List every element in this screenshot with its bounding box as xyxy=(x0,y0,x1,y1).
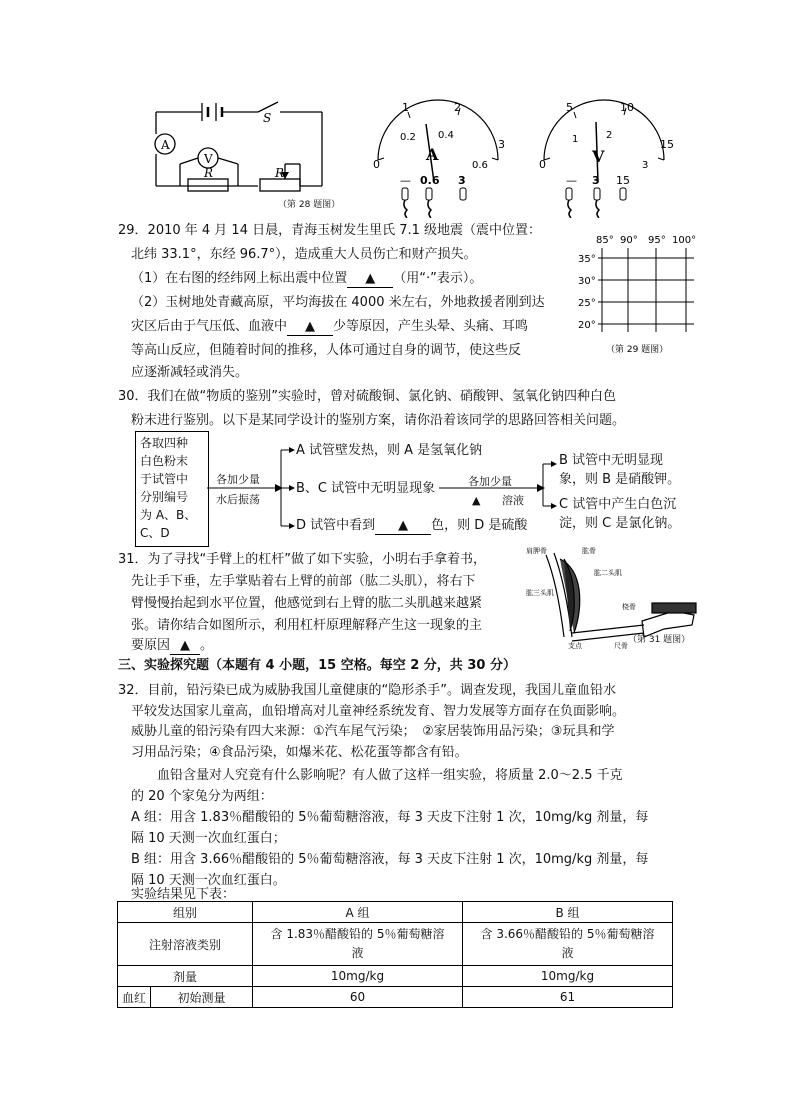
q32-line-10: 隔 10 天测一次血红蛋白。 xyxy=(131,873,286,888)
table-row xyxy=(118,966,673,987)
q32-line-2: 平较发达国家儿童高，血铅增高对儿童神经系统发育、智力发展等方面存在负面影响。 xyxy=(131,704,626,719)
row-solution-b xyxy=(463,923,673,966)
lon-label-90: 90° xyxy=(620,235,638,246)
q30-result-c-2: 淀，则 C 是氯化钠。 xyxy=(559,516,681,531)
ammeter-scale-2: 2 xyxy=(454,101,461,114)
q30-arrow2-bottom-row xyxy=(472,493,524,509)
q31-line-1: 31．为了寻找“手臂上的杠杆”做了如下实验，小明右手拿着书， xyxy=(118,552,487,567)
switch-label: S xyxy=(263,111,272,125)
header-a: A 组 xyxy=(253,902,463,923)
q32-line-5: 血铅含量对人究竟有什么影响呢？有人做了这样一组实验，将质量 2.0～2.5 千克 xyxy=(131,768,623,783)
voltmeter-terminal-15: 15 xyxy=(616,174,630,187)
lat-label-30: 30° xyxy=(578,276,596,287)
voltmeter-dial xyxy=(526,98,676,218)
voltmeter-label: V xyxy=(204,152,213,166)
ammeter-scale-0.2: 0.2 xyxy=(400,132,416,143)
header-group: 组别 xyxy=(118,902,253,923)
q30-arrow2-bottom: 溶液 xyxy=(501,494,524,507)
section-3-heading: 三、实验探究题（本题有 4 小题，15 空格。每空 2 分，共 30 分） xyxy=(118,658,516,673)
q32-line-7: A 组：用含 1.83％醋酸铅的 5％葡萄糖溶液，每 3 天皮下注射 1 次，10mg/kg 剂量，每 xyxy=(131,810,649,825)
q30-arrow1-top: 各加少量 xyxy=(216,473,260,486)
fig31-caption: （第 31 题图） xyxy=(628,635,691,645)
row-initial-b: 61 xyxy=(463,987,673,1008)
ammeter-terminal-neg: — xyxy=(400,174,411,187)
q30-blank-color[interactable] xyxy=(375,518,431,535)
row-initial-a: 60 xyxy=(253,987,463,1008)
row-solution-label: 注射溶液类别 xyxy=(118,923,253,966)
q29-line-2: 北纬 33.1°，东经 96.7°），造成重大人员伤亡和财产损失。 xyxy=(131,247,477,262)
fig28-caption: （第 28 题图） xyxy=(278,200,341,210)
q30-start-box xyxy=(135,431,209,547)
lat-lon-grid xyxy=(574,228,704,358)
q32-line-4: 习用品污染；④食品污染，如爆米花、松花蛋等都含有铅。 xyxy=(131,745,468,760)
ammeter-scale-1: 1 xyxy=(402,101,409,114)
resistor-label: R xyxy=(204,166,214,180)
lat-label-35: 35° xyxy=(578,254,596,265)
q31-tail-text: 要原因 xyxy=(131,638,171,653)
q29-line-5 xyxy=(131,319,528,336)
table-row xyxy=(118,923,673,966)
q29-sub2-text: 灾区后由于气压低、血液中 xyxy=(131,319,288,334)
row-solution-a xyxy=(253,923,463,966)
q32-line-3: 威胁儿童的铅污染有四大来源：①汽车尾气污染； ②家居装饰用品污染；③玩具和学 xyxy=(131,724,615,739)
lon-label-95: 95° xyxy=(648,235,666,246)
voltmeter-terminal-3: 3 xyxy=(592,174,600,187)
q30-line-1: 30．我们在做“物质的鉴别”实验时，曾对硫酸铜、氯化钠、硝酸钾、氢氧化钠四种白色 xyxy=(118,389,617,404)
box-line: C、D xyxy=(140,526,170,540)
circuit-diagram xyxy=(150,92,330,200)
box-line: 为 A、B、 xyxy=(140,508,197,522)
q31-line-2: 先让手下垂，左手掌贴着右上臂的前部（肱二头肌），将右下 xyxy=(131,574,476,589)
q29-line-7: 应逐渐减轻或消失。 xyxy=(131,365,249,380)
q32-line-6: 的 20 个家兔分为两组： xyxy=(131,789,273,804)
cell-line: 含 3.66％醋酸铅的 5％葡萄糖溶 xyxy=(480,927,655,941)
ammeter-scale-3: 3 xyxy=(498,138,505,151)
results-table xyxy=(117,901,673,1008)
table-row xyxy=(118,987,673,1008)
q31-line-3: 臂慢慢抬起到水平位置，他感觉到右上臂的肱二头肌越来越紧 xyxy=(131,596,483,611)
label-triceps: 肱三头肌 xyxy=(526,589,554,597)
q29-blank-1[interactable] xyxy=(347,271,393,288)
q29-line-3 xyxy=(131,271,482,288)
cell-line: 含 1.83％醋酸铅的 5％葡萄糖溶 xyxy=(270,927,445,941)
voltmeter-scale-3: 3 xyxy=(642,160,649,171)
ammeter-dial xyxy=(360,98,510,218)
q30-branch-bc: B、C 试管中无明显现象 xyxy=(296,481,436,496)
voltmeter-scale-10: 10 xyxy=(620,101,634,114)
box-line: 分别编号 xyxy=(140,490,189,504)
voltmeter-scale-1: 1 xyxy=(572,134,579,145)
voltmeter-scale-2: 2 xyxy=(606,130,613,141)
q32-line-1: 32．目前，铅污染已成为威胁我国儿童健康的“隐形杀手”。调查发现，我国儿童血铅水 xyxy=(118,683,617,698)
q30-d-post: 色，则 D 是硫酸 xyxy=(431,518,528,533)
q30-line-2: 粉末进行鉴别。以下是某同学设计的鉴别方案，请你沿着该同学的思路回答相关问题。 xyxy=(131,413,626,428)
q29-line-1: 29．2010 年 4 月 14 日晨，青海玉树发生里氏 7.1 级地震（震中位置： xyxy=(118,223,542,238)
ammeter-symbol: A xyxy=(426,145,439,164)
q31-line-5 xyxy=(131,638,213,655)
q29-line-6: 等高山反应，但随着时间的推移，人体可通过自身的调节，使这些反 xyxy=(131,343,522,358)
label-radius: 桡骨 xyxy=(622,603,636,611)
label-scapula: 肩胛骨 xyxy=(526,547,547,555)
q29-blank-2[interactable] xyxy=(287,319,333,336)
lat-label-25: 25° xyxy=(578,298,596,309)
q30-blank-reagent[interactable]: ▲ xyxy=(472,494,481,507)
ammeter-terminal-3: 3 xyxy=(458,174,466,187)
label-fulcrum: 支点 xyxy=(568,642,582,650)
lon-label-85: 85° xyxy=(596,235,614,246)
q29-sub1-text: （1）在右图的经纬网上标出震中位置 xyxy=(131,271,348,286)
q30-result-b-2: 象，则 B 是硝酸钾。 xyxy=(559,472,681,487)
q31-blank[interactable] xyxy=(170,638,200,655)
lon-label-100: 100° xyxy=(672,235,697,246)
voltmeter-terminal-neg: — xyxy=(566,174,577,187)
row-initial-group: 血红 xyxy=(118,987,151,1008)
q32-line-11: 实验结果见下表： xyxy=(131,887,236,902)
box-line: 各取四种 xyxy=(140,436,189,450)
cell-line: 液 xyxy=(351,946,364,960)
q30-arrow2-top: 各加少量 xyxy=(468,475,512,488)
q29-sub2-tail: 少等原因，产生头晕、头痛、耳鸣 xyxy=(333,319,529,334)
q31-end: 。 xyxy=(200,638,214,653)
blank-marker: ▲ xyxy=(365,271,376,286)
ammeter-scale-0.6: 0.6 xyxy=(472,160,488,171)
q30-d-pre: D 试管中看到 xyxy=(296,518,376,533)
ammeter-scale-0.4: 0.4 xyxy=(438,130,454,141)
row-dose-label: 剂量 xyxy=(118,966,253,987)
q32-line-9: B 组：用含 3.66％醋酸铅的 5％葡萄糖溶液，每 3 天皮下注射 1 次，10mg/kg 剂量，每 xyxy=(131,852,649,867)
voltmeter-scale-5: 5 xyxy=(566,101,573,114)
rheostat-label: R xyxy=(275,166,285,180)
label-ulna: 尺骨 xyxy=(614,642,628,650)
q30-result-b-1: B 试管中无明显现 xyxy=(559,453,664,468)
row-dose-b: 10mg/kg xyxy=(463,966,673,987)
fig29-caption: （第 29 题图） xyxy=(606,345,669,355)
q31-line-4: 张。请你结合如图所示，利用杠杆原理解释产生这一现象的主 xyxy=(131,618,483,633)
ammeter-terminal-0.6: 0.6 xyxy=(420,174,440,187)
q29-sub1-tail: （用“·”表示）。 xyxy=(393,271,483,286)
row-initial-label: 初始测量 xyxy=(151,987,253,1008)
cell-line: 液 xyxy=(561,946,574,960)
header-b: B 组 xyxy=(463,902,673,923)
table-row xyxy=(118,902,673,923)
voltmeter-scale-0: 0 xyxy=(539,158,546,171)
blank-marker: ▲ xyxy=(305,319,316,334)
ammeter-label: A xyxy=(161,138,170,152)
row-dose-a: 10mg/kg xyxy=(253,966,463,987)
ammeter-scale-0: 0 xyxy=(373,158,380,171)
blank-marker: ▲ xyxy=(180,638,191,653)
lat-label-20: 20° xyxy=(578,320,596,331)
q30-arrow1-bottom: 水后振荡 xyxy=(216,493,260,506)
q32-line-8: 隔 10 天测一次血红蛋白； xyxy=(131,831,286,846)
box-line: 白色粉末 xyxy=(140,454,189,468)
voltmeter-symbol: V xyxy=(592,147,605,166)
box-line: 于试管中 xyxy=(140,472,189,486)
q30-result-c-1: C 试管中产生白色沉 xyxy=(559,497,677,512)
q29-line-4: （2）玉树地处青藏高原，平均海拔在 4000 米左右，外地救援者刚到达 xyxy=(131,295,545,310)
voltmeter-scale-15: 15 xyxy=(660,138,674,151)
label-humerus: 肱骨 xyxy=(582,547,596,555)
q30-branch-d xyxy=(296,518,527,535)
label-biceps: 肱二头肌 xyxy=(594,569,622,577)
q30-branch-a: A 试管壁发热，则 A 是氢氧化钠 xyxy=(296,443,483,458)
blank-marker: ▲ xyxy=(398,518,409,533)
